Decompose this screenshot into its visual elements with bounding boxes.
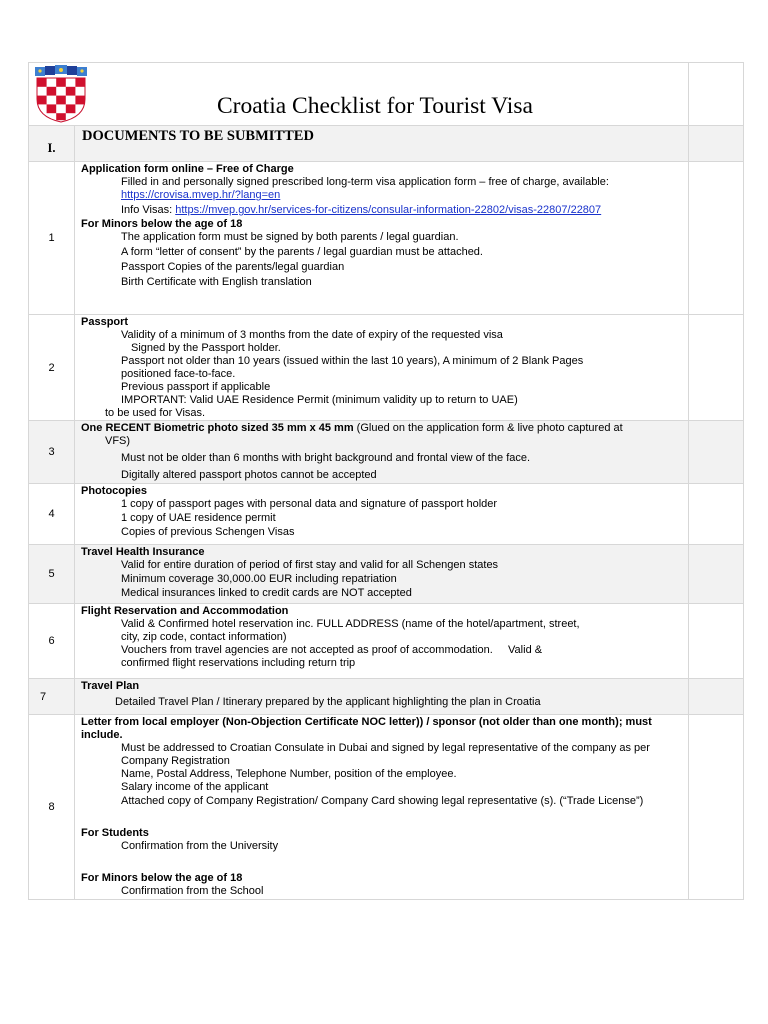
row-heading: Passport [81, 316, 129, 328]
row-text: Previous passport if applicable [121, 381, 271, 393]
checklist-row [29, 604, 744, 679]
row-text: confirmed flight reservations including return trip [121, 657, 356, 669]
row-text: Valid & Confirmed hotel reservation inc. FULL ADDRESS (name of the hotel/apartment, street, [121, 618, 580, 630]
row-number: 4 [29, 484, 75, 545]
row-content [75, 604, 689, 679]
row-content [75, 545, 689, 604]
checklist-row [29, 315, 744, 421]
page-title: Croatia Checklist for Tourist Visa [217, 93, 533, 119]
row-text: Confirmation from the University [121, 840, 279, 852]
row-text: positioned face-to-face. [121, 368, 236, 380]
row-number: 5 [29, 545, 75, 604]
checklist-row [29, 421, 744, 484]
row-text: Passport Copies of the parents/legal guardian [121, 261, 345, 273]
row-number: 6 [29, 604, 75, 679]
row-text: Name, Postal Address, Telephone Number, position of the employee. [121, 768, 457, 780]
row-text: The application form must be signed by both parents / legal guardian. [121, 231, 459, 243]
row-number: 1 [29, 162, 75, 315]
section-number: I. [29, 126, 75, 162]
row-content [75, 421, 689, 484]
row-content [75, 162, 689, 315]
visa-application-link[interactable]: https://crovisa.mvep.hr/?lang=en [121, 189, 281, 201]
row-text: VFS) [105, 435, 131, 447]
minors-heading: For Minors below the age of 18 [81, 218, 243, 230]
row-heading: Travel Health Insurance [81, 546, 205, 558]
title-row [29, 63, 744, 126]
checklist-row [29, 545, 744, 604]
row-text: Filled in and personally signed prescribed long-term visa application form – free of charge, available: [121, 176, 609, 188]
row-text: Must be addressed to Croatian Consulate in Dubai and signed by legal representative of the company as per [121, 742, 650, 754]
row-heading-cont: include. [81, 729, 123, 741]
row-text: Birth Certificate with English translation [121, 276, 312, 288]
row-text: Company Registration [121, 755, 230, 767]
row-heading: Flight Reservation and Accommodation [81, 605, 289, 617]
row-text: Medical insurances linked to credit cards are NOT accepted [121, 587, 412, 599]
row-text: to be used for Visas. [105, 407, 206, 419]
checklist-table [28, 62, 744, 900]
checklist-row [29, 484, 744, 545]
row-content [75, 315, 689, 421]
checklist-document [28, 62, 743, 900]
row-number: 7 [29, 679, 75, 715]
row-text: Confirmation from the School [121, 885, 264, 897]
row-text: (Glued on the application form & live photo captured at [353, 422, 623, 434]
checklist-row [29, 715, 744, 900]
row-content [75, 484, 689, 545]
row-text: Signed by the Passport holder. [131, 342, 281, 354]
row-text: Passport not older than 10 years (issued within the last 10 years), A minimum of 2 Blank Pages [121, 355, 584, 367]
row-content [75, 679, 689, 715]
row-heading: One RECENT Biometric photo sized 35 mm x 45 mm [81, 422, 354, 434]
row-text: Attached copy of Company Registration/ Company Card showing legal representative (s). (“Trade License”) [121, 795, 644, 807]
row-heading: Travel Plan [81, 680, 140, 692]
students-heading: For Students [81, 827, 149, 839]
row-text: Salary income of the applicant [121, 781, 269, 793]
info-label: Info Visas: [121, 204, 176, 216]
section-header-row [29, 126, 744, 162]
checklist-row [29, 162, 744, 315]
row-heading: Letter from local employer (Non-Objection Certificate NOC letter)) / sponsor (not older than one month); must [81, 716, 652, 728]
row-text: city, zip code, contact information) [121, 631, 287, 643]
row-text: IMPORTANT: Valid UAE Residence Permit (minimum validity up to return to UAE) [121, 394, 518, 406]
row-number: 8 [29, 715, 75, 900]
row-text: Digitally altered passport photos cannot be accepted [121, 469, 377, 481]
row-text: 1 copy of UAE residence permit [121, 512, 276, 524]
row-heading: Photocopies [81, 485, 148, 497]
title-side-cell [689, 63, 744, 126]
row-text: Detailed Travel Plan / Itinerary prepared by the applicant highlighting the plan in Croatia [115, 696, 541, 708]
row-text: Validity of a minimum of 3 months from the date of expiry of the requested visa [121, 329, 503, 341]
croatian-coat-of-arms-icon [33, 65, 89, 123]
minors-heading: For Minors below the age of 18 [81, 872, 243, 884]
row-text: Vouchers from travel agencies are not accepted as proof of accommodation. Valid & [121, 644, 543, 656]
row-content [75, 715, 689, 900]
row-text: Minimum coverage 30,000.00 EUR including repatriation [121, 573, 397, 585]
row-number: 2 [29, 315, 75, 421]
row-heading: Application form online – Free of Charge [81, 163, 294, 175]
info-visas-link[interactable]: https://mvep.gov.hr/services-for-citizens/consular-information-22802/visas-22807/22807 [175, 204, 602, 216]
row-text: Valid for entire duration of period of first stay and valid for all Schengen states [121, 559, 499, 571]
row-text: Must not be older than 6 months with bright background and frontal view of the face. [121, 452, 531, 464]
row-number: 3 [29, 421, 75, 484]
section-heading: DOCUMENTS TO BE SUBMITTED [75, 126, 689, 162]
checklist-row [29, 679, 744, 715]
row-text: 1 copy of passport pages with personal data and signature of passport holder [121, 498, 498, 510]
row-text: A form “letter of consent” by the parents / legal guardian must be attached. [121, 246, 483, 258]
title-cell [29, 63, 689, 126]
row-text: Copies of previous Schengen Visas [121, 526, 295, 538]
